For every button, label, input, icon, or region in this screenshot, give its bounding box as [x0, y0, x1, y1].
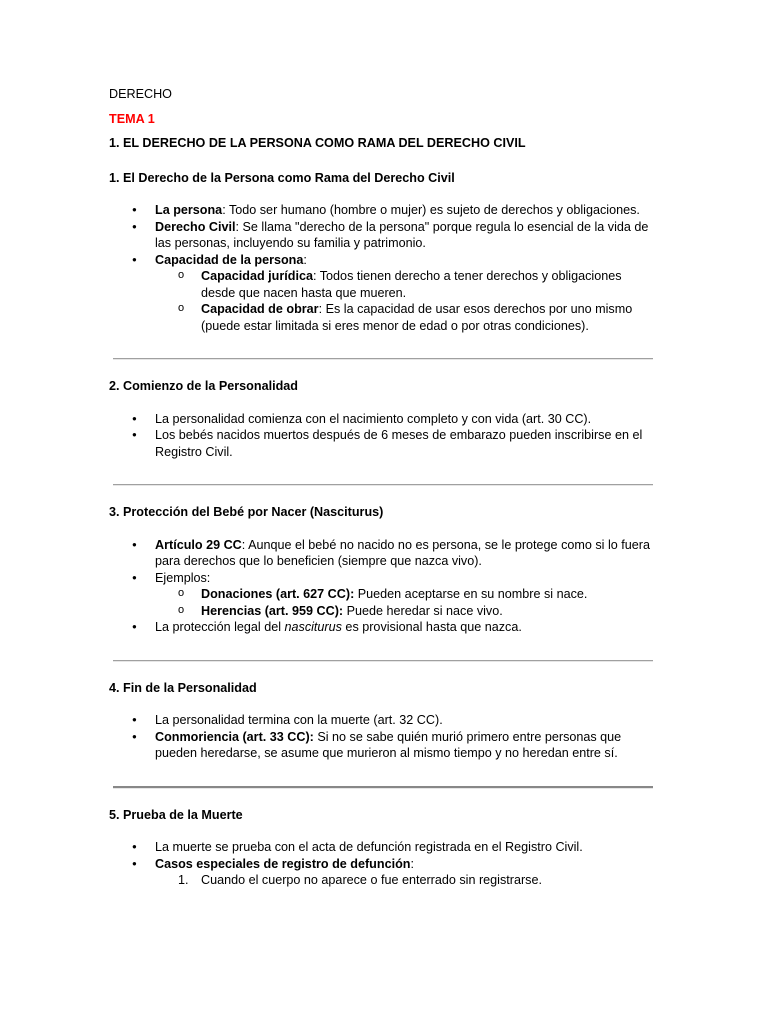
list-item: ● La protección legal del nasciturus es provisional hasta que nazca.	[109, 619, 654, 636]
section-heading: 3. Protección del Bebé por Nacer (Nasciturus)	[109, 505, 384, 519]
bullet-list	[109, 712, 654, 762]
list-item: ● Casos especiales de registro de defunción: 1. Cuando el cuerpo no aparece o fue enterrado sin registrarse.	[109, 856, 654, 889]
list-item: ● Derecho Civil: Se llama "derecho de la persona" porque regula lo esencial de la vida de las personas, incluyendo su familia y patrimonio.	[109, 219, 654, 252]
list-item: ● Ejemplos: o Donaciones (art. 627 CC): Pueden aceptarse en su nombre si nace. o Herencias (art. 959 CC): Puede heredar si nace vivo.	[109, 570, 654, 620]
list-item: ● La persona: Todo ser humano (hombre o mujer) es sujeto de derechos y obligaciones.	[109, 202, 654, 219]
tema-label: TEMA 1	[109, 111, 155, 126]
sub-list-item: o Capacidad jurídica: Todos tienen derecho a tener derechos y obligaciones desde que nacen hasta que mueren.	[155, 268, 654, 301]
list-item: ● La personalidad comienza con el nacimiento completo y con vida (art. 30 CC).	[109, 411, 654, 428]
section-heading: 4. Fin de la Personalidad	[109, 680, 257, 695]
list-item: ● La personalidad termina con la muerte (art. 32 CC).	[109, 712, 654, 729]
sub-list-item: o Capacidad de obrar: Es la capacidad de usar esos derechos por uno mismo (puede estar limitada si eres menor de edad o por otras condiciones).	[155, 301, 654, 334]
section-heading: 5. Prueba de la Muerte	[109, 807, 243, 822]
sub-list	[155, 586, 654, 619]
bullet-list	[109, 411, 654, 461]
bullet-list	[109, 839, 654, 889]
section-divider	[113, 660, 653, 662]
bullet-list	[109, 537, 654, 636]
sub-list-item: o Donaciones (art. 627 CC): Pueden aceptarse en su nombre si nace.	[155, 586, 654, 603]
section-heading: 2. Comienzo de la Personalidad	[109, 379, 298, 393]
section-divider	[113, 484, 653, 486]
section-heading: 1. El Derecho de la Persona como Rama del Derecho Civil	[109, 170, 455, 185]
section-divider	[113, 786, 653, 789]
list-item: ● Los bebés nacidos muertos después de 6 meses de embarazo pueden inscribirse en el Registro Civil.	[109, 427, 654, 460]
document-title: DERECHO	[109, 87, 172, 101]
list-item: ● Artículo 29 CC: Aunque el bebé no nacido no es persona, se le protege como si lo fuera para derechos que lo beneficien (siempre que nazca vivo).	[109, 537, 654, 570]
list-item: ● La muerte se prueba con el acta de defunción registrada en el Registro Civil.	[109, 839, 654, 856]
section-divider	[113, 358, 653, 360]
bullet-list	[109, 202, 654, 334]
sub-list-item: o Herencias (art. 959 CC): Puede heredar si nace vivo.	[155, 603, 654, 620]
list-item: ● Conmoriencia (art. 33 CC): Si no se sabe quién murió primero entre personas que pueden heredarse, se asume que murieron al mismo tiempo y no heredan entre sí.	[109, 729, 654, 762]
main-heading: 1. EL DERECHO DE LA PERSONA COMO RAMA DEL DERECHO CIVIL	[109, 136, 526, 150]
sub-list	[155, 268, 654, 334]
list-item: ● Capacidad de la persona: o Capacidad jurídica: Todos tienen derecho a tener derechos y obligaciones desde que nacen hasta que mueren. o Capacidad de obrar: Es la capacidad de usar esos derechos por uno mismo (puede estar limitada si eres menor de edad o por otras condiciones).	[109, 252, 654, 335]
numbered-list	[155, 872, 654, 889]
numbered-list-item: 1. Cuando el cuerpo no aparece o fue enterrado sin registrarse.	[178, 873, 542, 887]
document-page	[109, 86, 654, 889]
